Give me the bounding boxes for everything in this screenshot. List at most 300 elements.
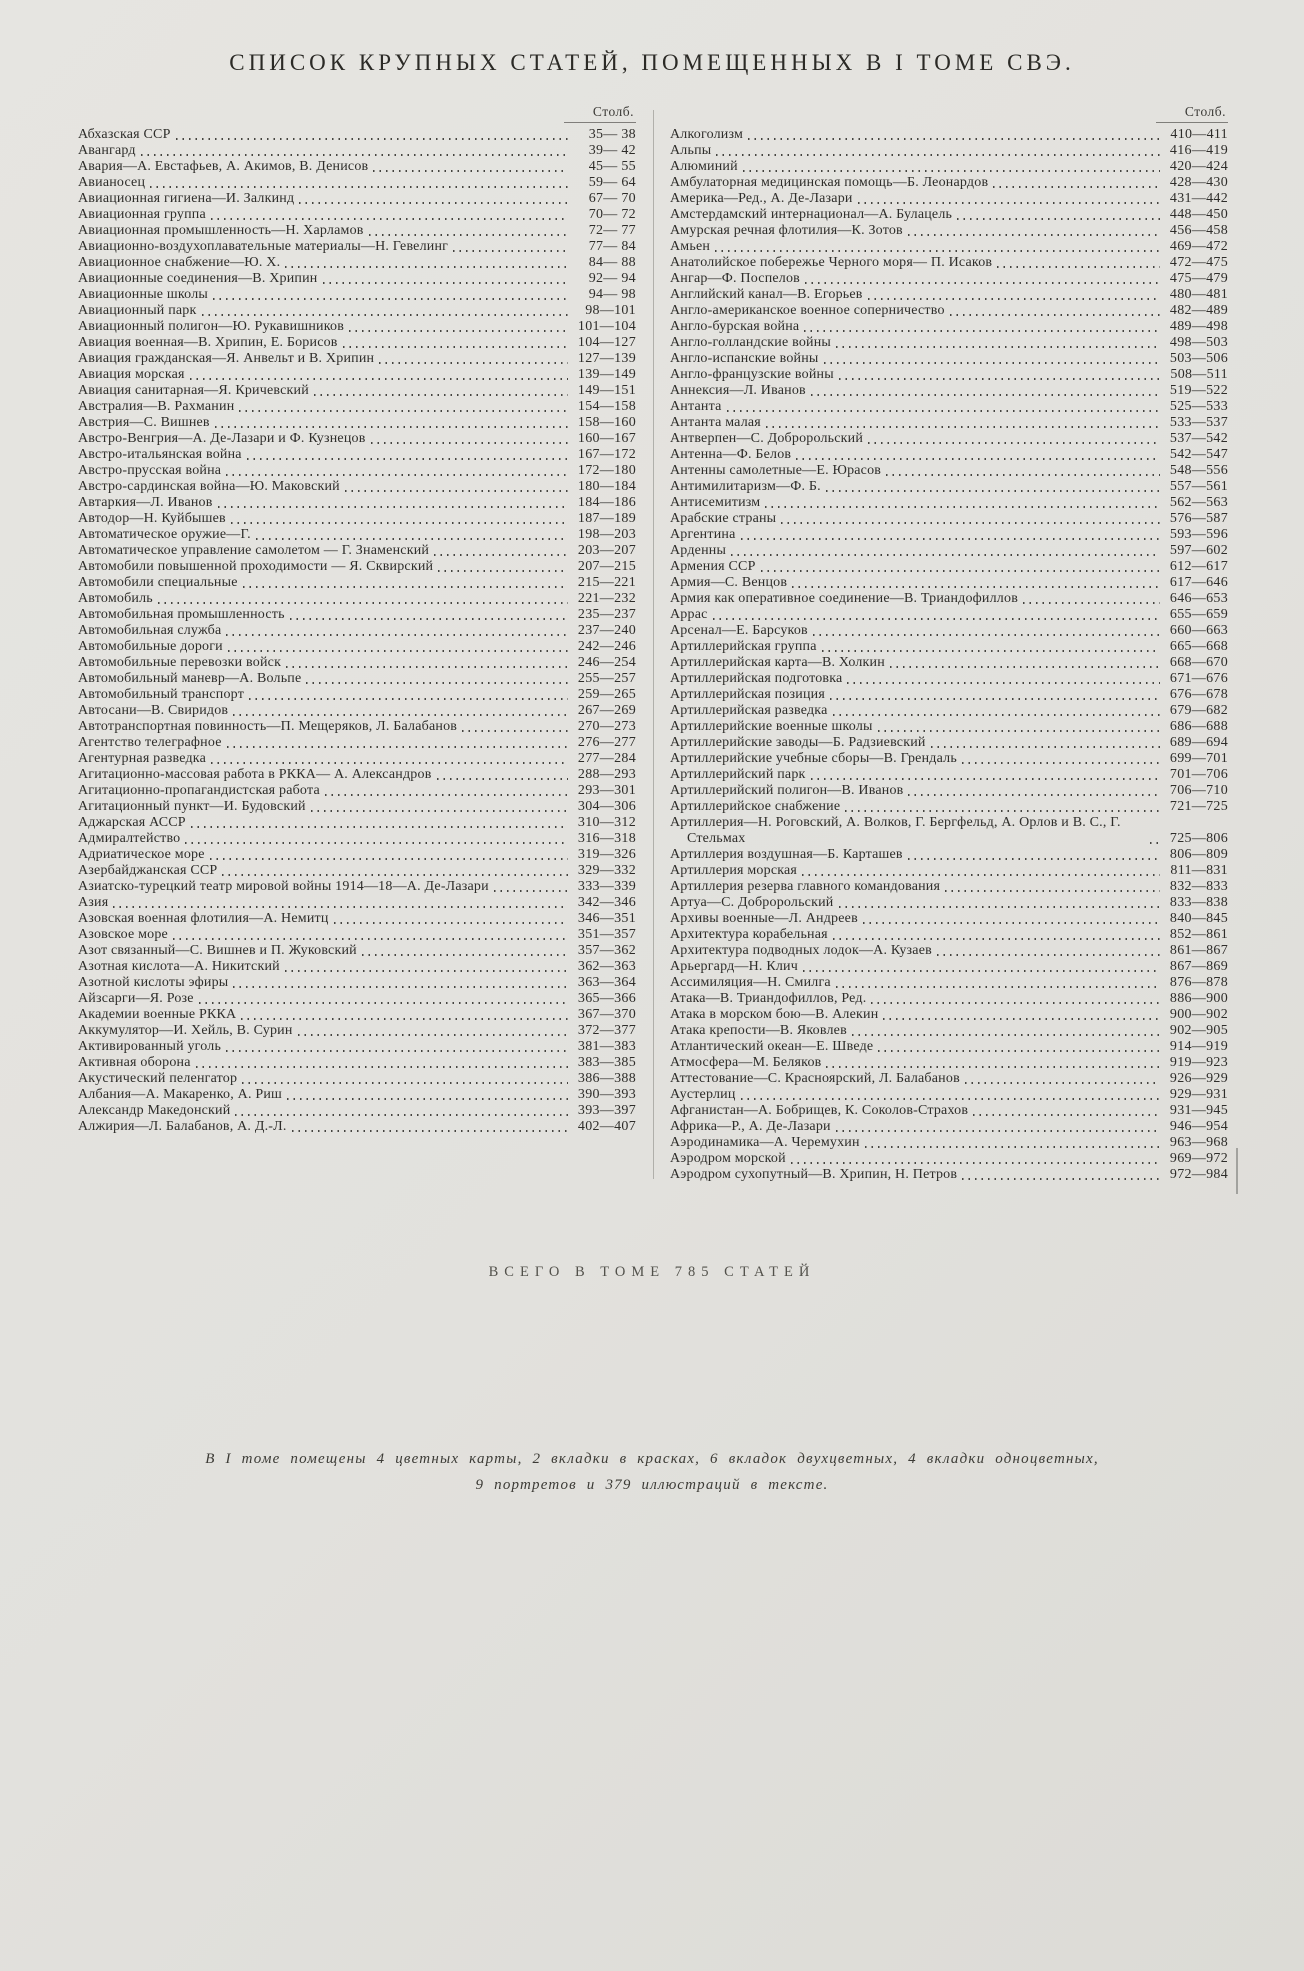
dot-leader bbox=[210, 858, 568, 860]
dot-leader bbox=[863, 922, 1160, 924]
entry-title: Автомобиль bbox=[78, 591, 153, 606]
toc-entry bbox=[670, 143, 1228, 159]
entry-title: Ассимиляция—Н. Смилга bbox=[670, 975, 831, 990]
entry-pages: 246—254 bbox=[577, 655, 636, 670]
toc-entry bbox=[670, 175, 1228, 191]
entry-pages: 357—362 bbox=[577, 943, 636, 958]
dot-leader bbox=[791, 1162, 1160, 1164]
dot-leader bbox=[231, 522, 568, 524]
entry-pages: 482—489 bbox=[1169, 303, 1228, 318]
toc-entry bbox=[78, 431, 636, 447]
entry-pages: 362—363 bbox=[577, 959, 636, 974]
toc-entry bbox=[670, 927, 1228, 943]
entry-title: Армия—С. Венцов bbox=[670, 575, 788, 590]
index-column-right bbox=[670, 104, 1228, 1183]
toc-entry bbox=[78, 1071, 636, 1087]
dot-leader bbox=[766, 426, 1160, 428]
entry-title: Активная оборона bbox=[78, 1055, 191, 1070]
dot-leader bbox=[811, 778, 1160, 780]
entry-pages: 172—180 bbox=[577, 463, 636, 478]
toc-entry bbox=[670, 431, 1228, 447]
dot-leader bbox=[323, 282, 569, 284]
entry-pages: 852—861 bbox=[1169, 927, 1228, 942]
entry-title: Австро-прусская война bbox=[78, 463, 222, 478]
entry-title: Амурская речная флотилия—К. Зотов bbox=[670, 223, 903, 238]
dot-leader bbox=[748, 138, 1160, 140]
entry-title: Агитационно-пропагандистская работа bbox=[78, 783, 320, 798]
dot-leader bbox=[462, 730, 568, 732]
entry-pages: 333—339 bbox=[577, 879, 636, 894]
dot-leader bbox=[836, 1130, 1160, 1132]
entry-pages: 706—710 bbox=[1169, 783, 1228, 798]
toc-entry bbox=[78, 1055, 636, 1071]
entry-title: Антенна—Ф. Белов bbox=[670, 447, 792, 462]
entry-title: Авиация военная—В. Хрипин, Е. Борисов bbox=[78, 335, 338, 350]
entry-pages: 701—706 bbox=[1169, 767, 1228, 782]
dot-leader bbox=[222, 874, 568, 876]
toc-entry bbox=[78, 271, 636, 287]
entry-title: Аннексия—Л. Иванов bbox=[670, 383, 806, 398]
toc-entry bbox=[78, 831, 636, 847]
entry-pages: 98—101 bbox=[585, 303, 636, 318]
entry-pages: 92— 94 bbox=[588, 271, 636, 286]
dot-leader bbox=[141, 154, 568, 156]
entry-title: Автомобильная служба bbox=[78, 623, 222, 638]
dot-leader bbox=[713, 618, 1160, 620]
entry-title: Артиллерия морская bbox=[670, 863, 798, 878]
entry-title: Автаркия—Л. Иванов bbox=[78, 495, 213, 510]
column-header-rule bbox=[1156, 122, 1228, 123]
entry-pages: 372—377 bbox=[577, 1023, 636, 1038]
entry-title: Англо-американское военное соперничество bbox=[670, 303, 945, 318]
entry-pages: 469—472 bbox=[1169, 239, 1228, 254]
dot-leader bbox=[1150, 842, 1160, 844]
entry-pages: 431—442 bbox=[1169, 191, 1228, 206]
dot-leader bbox=[878, 1050, 1160, 1052]
entry-pages: 448—450 bbox=[1169, 207, 1228, 222]
entry-pages: 475—479 bbox=[1169, 271, 1228, 286]
dot-leader bbox=[453, 250, 568, 252]
dot-leader bbox=[957, 218, 1160, 220]
entry-title: Афганистан—А. Бобрищев, К. Соколов-Страхов bbox=[670, 1103, 969, 1118]
dot-leader bbox=[371, 442, 568, 444]
entry-title: Автомобильный транспорт bbox=[78, 687, 245, 702]
entry-pages: 428—430 bbox=[1169, 175, 1228, 190]
toc-entry bbox=[670, 815, 1228, 847]
entry-pages: 277—284 bbox=[577, 751, 636, 766]
toc-entry bbox=[670, 191, 1228, 207]
entry-title: Анатолийское побережье Черного моря— П. Исаков bbox=[670, 255, 993, 270]
toc-entry bbox=[670, 463, 1228, 479]
entry-pages: 946—954 bbox=[1169, 1119, 1228, 1134]
toc-entry bbox=[78, 975, 636, 991]
entry-pages: 167—172 bbox=[577, 447, 636, 462]
entry-pages: 67— 70 bbox=[588, 191, 636, 206]
toc-entry bbox=[78, 1087, 636, 1103]
entry-pages: 59— 64 bbox=[588, 175, 636, 190]
entry-pages: 806—809 bbox=[1169, 847, 1228, 862]
toc-entry bbox=[78, 479, 636, 495]
entry-pages: 402—407 bbox=[577, 1119, 636, 1134]
dot-leader bbox=[243, 586, 568, 588]
dot-leader bbox=[883, 1018, 1160, 1020]
dot-leader bbox=[830, 698, 1160, 700]
toc-entry bbox=[78, 1103, 636, 1119]
entry-title: Авианосец bbox=[78, 175, 146, 190]
entry-title: Агитационно-массовая работа в РККА— А. Александров bbox=[78, 767, 432, 782]
toc-entry bbox=[670, 1103, 1228, 1119]
entry-pages: 70— 72 bbox=[588, 207, 636, 222]
toc-entry bbox=[78, 687, 636, 703]
dot-leader bbox=[173, 938, 568, 940]
dot-leader bbox=[824, 362, 1160, 364]
toc-entry bbox=[670, 591, 1228, 607]
dot-leader bbox=[822, 650, 1160, 652]
toc-entry bbox=[670, 783, 1228, 799]
entry-pages: 886—900 bbox=[1169, 991, 1228, 1006]
entry-title: Автотранспортная повинность—П. Мещеряков, Л. Балабанов bbox=[78, 719, 458, 734]
entry-pages: 39— 42 bbox=[588, 143, 636, 158]
toc-entry bbox=[670, 735, 1228, 751]
toc-entry bbox=[78, 175, 636, 191]
dot-leader bbox=[211, 762, 568, 764]
toc-entry bbox=[670, 1023, 1228, 1039]
dot-leader bbox=[202, 314, 568, 316]
entry-title: Альпы bbox=[670, 143, 712, 158]
toc-entry bbox=[78, 383, 636, 399]
dot-leader bbox=[158, 602, 568, 604]
toc-entry bbox=[78, 463, 636, 479]
toc-entry bbox=[78, 799, 636, 815]
dot-leader bbox=[438, 570, 568, 572]
entry-pages: 416—419 bbox=[1169, 143, 1228, 158]
dot-leader bbox=[826, 490, 1160, 492]
entry-pages: 498—503 bbox=[1169, 335, 1228, 350]
dot-leader bbox=[727, 410, 1160, 412]
toc-entry bbox=[670, 1007, 1228, 1023]
dot-leader bbox=[379, 362, 568, 364]
toc-entry bbox=[78, 895, 636, 911]
entry-pages: 533—537 bbox=[1169, 415, 1228, 430]
dot-leader bbox=[796, 458, 1160, 460]
dot-leader bbox=[233, 714, 568, 716]
dot-leader bbox=[931, 746, 1160, 748]
entry-pages: 207—215 bbox=[577, 559, 636, 574]
entry-pages: 393—397 bbox=[577, 1103, 636, 1118]
dot-leader bbox=[731, 554, 1160, 556]
entry-title: Антимилитаризм—Ф. Б. bbox=[670, 479, 821, 494]
toc-entry bbox=[670, 271, 1228, 287]
entry-pages: 329—332 bbox=[577, 863, 636, 878]
entry-pages: 969—972 bbox=[1169, 1151, 1228, 1166]
entry-title: Авиационная промышленность—Н. Харламов bbox=[78, 223, 364, 238]
entry-pages: 686—688 bbox=[1169, 719, 1228, 734]
toc-entry bbox=[78, 415, 636, 431]
toc-entry bbox=[78, 943, 636, 959]
entry-title: Албания—А. Макаренко, А. Риш bbox=[78, 1087, 282, 1102]
entry-title: Артиллерийская разведка bbox=[670, 703, 828, 718]
toc-entry bbox=[670, 895, 1228, 911]
toc-entry bbox=[670, 943, 1228, 959]
entry-title: Артиллерия резерва главного командования bbox=[670, 879, 941, 894]
entry-title: Аэродром морской bbox=[670, 1151, 786, 1166]
toc-entry bbox=[670, 639, 1228, 655]
page-title: СПИСОК КРУПНЫХ СТАТЕЙ, ПОМЕЩЕННЫХ В I ТОМЕ СВЭ. bbox=[229, 50, 1075, 75]
toc-entry bbox=[670, 335, 1228, 351]
dot-leader bbox=[945, 890, 1160, 892]
toc-entry bbox=[670, 1071, 1228, 1087]
toc-entry bbox=[670, 479, 1228, 495]
entry-pages: 386—388 bbox=[577, 1071, 636, 1086]
entry-title: Англо-французские войны bbox=[670, 367, 834, 382]
toc-entry bbox=[670, 255, 1228, 271]
dot-leader bbox=[298, 1034, 568, 1036]
dot-leader bbox=[1023, 602, 1160, 604]
dot-leader bbox=[805, 282, 1160, 284]
entry-title: Аккумулятор—И. Хейль, В. Сурин bbox=[78, 1023, 293, 1038]
entry-title: Алюминий bbox=[670, 159, 738, 174]
dot-leader bbox=[847, 682, 1160, 684]
entry-pages: 612—617 bbox=[1169, 559, 1228, 574]
toc-entry bbox=[78, 255, 636, 271]
entry-pages: 267—269 bbox=[577, 703, 636, 718]
entry-pages: 410—411 bbox=[1170, 127, 1228, 142]
dot-leader bbox=[811, 394, 1160, 396]
toc-entry bbox=[670, 623, 1228, 639]
entry-pages: 381—383 bbox=[577, 1039, 636, 1054]
entry-title: Авиационное снабжение—Ю. Х. bbox=[78, 255, 281, 270]
entry-title: Автоматическое управление самолетом — Г. Знаменский bbox=[78, 543, 430, 558]
toc-entry bbox=[670, 1039, 1228, 1055]
dot-leader bbox=[290, 618, 568, 620]
toc-entry bbox=[670, 207, 1228, 223]
entry-pages: 351—357 bbox=[577, 927, 636, 942]
entry-list-left bbox=[78, 127, 636, 1135]
entry-title: Азотной кислоты эфиры bbox=[78, 975, 229, 990]
dot-leader bbox=[803, 970, 1160, 972]
toc-entry bbox=[670, 351, 1228, 367]
toc-entry bbox=[78, 207, 636, 223]
entry-pages: 861—867 bbox=[1169, 943, 1228, 958]
entry-title: Атака в морском бою—В. Алекин bbox=[670, 1007, 879, 1022]
toc-entry bbox=[78, 527, 636, 543]
toc-entry bbox=[670, 159, 1228, 175]
toc-entry bbox=[78, 671, 636, 687]
toc-entry bbox=[670, 319, 1228, 335]
toc-entry bbox=[78, 719, 636, 735]
entry-title: Автоматическое оружие—Г. bbox=[78, 527, 251, 542]
dot-leader bbox=[743, 170, 1160, 172]
entry-title: Аэродинамика—А. Черемухин bbox=[670, 1135, 860, 1150]
entry-title: Австро-сардинская война—Ю. Маковский bbox=[78, 479, 340, 494]
entry-pages: 84— 88 bbox=[588, 255, 636, 270]
entry-title: Антанта bbox=[670, 399, 722, 414]
entry-pages: 270—273 bbox=[577, 719, 636, 734]
entry-title: Агентство телеграфное bbox=[78, 735, 222, 750]
dot-leader bbox=[226, 1050, 568, 1052]
toc-entry bbox=[78, 335, 636, 351]
toc-entry bbox=[78, 847, 636, 863]
entry-pages: 158—160 bbox=[577, 415, 636, 430]
dot-leader bbox=[858, 202, 1160, 204]
dot-leader bbox=[227, 746, 568, 748]
entry-pages: 127—139 bbox=[577, 351, 636, 366]
entry-title: Аттестование—С. Красноярский, Л. Балабанов bbox=[670, 1071, 960, 1086]
toc-entry bbox=[670, 1087, 1228, 1103]
entry-title: Армия как оперативное соединение—В. Триандофиллов bbox=[670, 591, 1019, 606]
entry-title: Акустический пеленгатор bbox=[78, 1071, 238, 1086]
dot-leader bbox=[292, 1130, 568, 1132]
entry-pages: 242—246 bbox=[577, 639, 636, 654]
entry-pages: 508—511 bbox=[1170, 367, 1228, 382]
dot-leader bbox=[191, 826, 568, 828]
toc-entry bbox=[670, 959, 1228, 975]
dot-leader bbox=[908, 858, 1160, 860]
entry-pages: 503—506 bbox=[1169, 351, 1228, 366]
entry-title: Авария—А. Евстафьев, А. Акимов, В. Денисов bbox=[78, 159, 369, 174]
entry-title: Архитектура корабельная bbox=[670, 927, 828, 942]
column-header-right: Столб. bbox=[1184, 104, 1226, 119]
toc-entry bbox=[670, 799, 1228, 815]
dot-leader bbox=[836, 986, 1160, 988]
entry-title: Англо-испанские войны bbox=[670, 351, 819, 366]
toc-entry bbox=[670, 415, 1228, 431]
dot-leader bbox=[285, 970, 568, 972]
toc-entry bbox=[670, 991, 1228, 1007]
dot-leader bbox=[287, 1098, 568, 1100]
dot-leader bbox=[813, 634, 1160, 636]
entry-pages: 537—542 bbox=[1169, 431, 1228, 446]
entry-title: Арденны bbox=[670, 543, 727, 558]
toc-entry bbox=[78, 639, 636, 655]
toc-entry bbox=[78, 1119, 636, 1135]
entry-pages: 367—370 bbox=[577, 1007, 636, 1022]
dot-leader bbox=[218, 506, 568, 508]
entry-pages: 94— 98 bbox=[588, 287, 636, 302]
entry-pages: 840—845 bbox=[1169, 911, 1228, 926]
toc-entry bbox=[670, 239, 1228, 255]
entry-title: Авиационные соединения—В. Хрипин bbox=[78, 271, 318, 286]
dot-leader bbox=[997, 266, 1160, 268]
toc-entry bbox=[78, 575, 636, 591]
entry-title: Азиатско-турецкий театр мировой войны 1914—18—А. Де-Лазари bbox=[78, 879, 489, 894]
entry-pages: 655—659 bbox=[1169, 607, 1228, 622]
dot-leader bbox=[325, 794, 568, 796]
entry-title: Азот связанный—С. Вишнев и П. Жуковский bbox=[78, 943, 357, 958]
toc-entry bbox=[670, 863, 1228, 879]
dot-leader bbox=[833, 714, 1161, 716]
entry-pages: 668—670 bbox=[1169, 655, 1228, 670]
toc-entry bbox=[78, 287, 636, 303]
total-articles-line: ВСЕГО В ТОМЕ 785 СТАТЕЙ bbox=[488, 1264, 816, 1280]
toc-entry bbox=[78, 751, 636, 767]
entry-title: Азовская военная флотилия—А. Немитц bbox=[78, 911, 329, 926]
index-column-left bbox=[78, 104, 636, 1183]
dot-leader bbox=[839, 378, 1160, 380]
entry-title: Автомобильная промышленность bbox=[78, 607, 285, 622]
dot-leader bbox=[373, 170, 568, 172]
toc-entry bbox=[78, 703, 636, 719]
toc-entry bbox=[78, 863, 636, 879]
entry-title: Аджарская АССР bbox=[78, 815, 186, 830]
dot-leader bbox=[362, 954, 568, 956]
entry-pages: 154—158 bbox=[577, 399, 636, 414]
entry-title: Азия bbox=[78, 895, 109, 910]
entry-pages: 679—682 bbox=[1169, 703, 1228, 718]
dot-leader bbox=[868, 298, 1160, 300]
entry-title: Азербайджанская ССР bbox=[78, 863, 218, 878]
dot-leader bbox=[852, 1034, 1160, 1036]
entry-pages: 867—869 bbox=[1169, 959, 1228, 974]
dot-leader bbox=[845, 810, 1160, 812]
dot-leader bbox=[871, 1002, 1160, 1004]
toc-entry bbox=[78, 623, 636, 639]
entry-title: Аррас bbox=[670, 607, 708, 622]
entry-title: Америка—Ред., А. Де-Лазари bbox=[670, 191, 853, 206]
entry-pages: 562—563 bbox=[1169, 495, 1228, 510]
entry-pages: 548—556 bbox=[1169, 463, 1228, 478]
toc-entry bbox=[78, 559, 636, 575]
dot-leader bbox=[314, 394, 568, 396]
dot-leader bbox=[741, 538, 1161, 540]
dot-leader bbox=[802, 874, 1160, 876]
dot-leader bbox=[908, 234, 1160, 236]
entry-pages: 725—806 bbox=[1169, 831, 1228, 846]
toc-entry bbox=[670, 511, 1228, 527]
dot-leader bbox=[256, 538, 568, 540]
entry-title: Англо-голландские войны bbox=[670, 335, 832, 350]
entry-pages: 972—984 bbox=[1169, 1167, 1228, 1182]
toc-entry bbox=[78, 191, 636, 207]
footnote-line2: 9 портретов и 379 иллюстраций в тексте. bbox=[475, 1477, 829, 1493]
toc-entry bbox=[78, 367, 636, 383]
entry-title: Аргентина bbox=[670, 527, 736, 542]
entry-pages: 293—301 bbox=[577, 783, 636, 798]
dot-leader bbox=[343, 346, 568, 348]
entry-pages: 876—878 bbox=[1169, 975, 1228, 990]
toc-entry bbox=[78, 735, 636, 751]
toc-entry bbox=[78, 655, 636, 671]
dot-leader bbox=[437, 778, 569, 780]
entry-title: Автомобильные перевозки войск bbox=[78, 655, 282, 670]
toc-entry bbox=[78, 767, 636, 783]
entry-pages: 149—151 bbox=[577, 383, 636, 398]
entry-title: Авиация гражданская—Я. Анвельт и В. Хрипин bbox=[78, 351, 375, 366]
entry-pages: 420—424 bbox=[1169, 159, 1228, 174]
toc-entry bbox=[78, 127, 636, 143]
entry-title: Азовское море bbox=[78, 927, 168, 942]
toc-entry bbox=[78, 591, 636, 607]
toc-entry bbox=[78, 927, 636, 943]
toc-entry bbox=[670, 655, 1228, 671]
entry-title: Амьен bbox=[670, 239, 711, 254]
dot-leader bbox=[226, 634, 568, 636]
toc-entry bbox=[78, 879, 636, 895]
entry-pages: 383—385 bbox=[577, 1055, 636, 1070]
dot-leader bbox=[715, 250, 1160, 252]
entry-pages: 456—458 bbox=[1169, 223, 1228, 238]
toc-entry bbox=[670, 495, 1228, 511]
entry-pages: 931—945 bbox=[1169, 1103, 1228, 1118]
toc-entry bbox=[670, 383, 1228, 399]
entry-pages: 593—596 bbox=[1169, 527, 1228, 542]
entry-title: Автомобили специальные bbox=[78, 575, 238, 590]
dot-leader bbox=[235, 1114, 568, 1116]
entry-pages: 101—104 bbox=[577, 319, 636, 334]
dot-leader bbox=[241, 1018, 568, 1020]
entry-pages: 902—905 bbox=[1169, 1023, 1228, 1038]
entry-title: Авиационная гигиена—И. Залкинд bbox=[78, 191, 295, 206]
